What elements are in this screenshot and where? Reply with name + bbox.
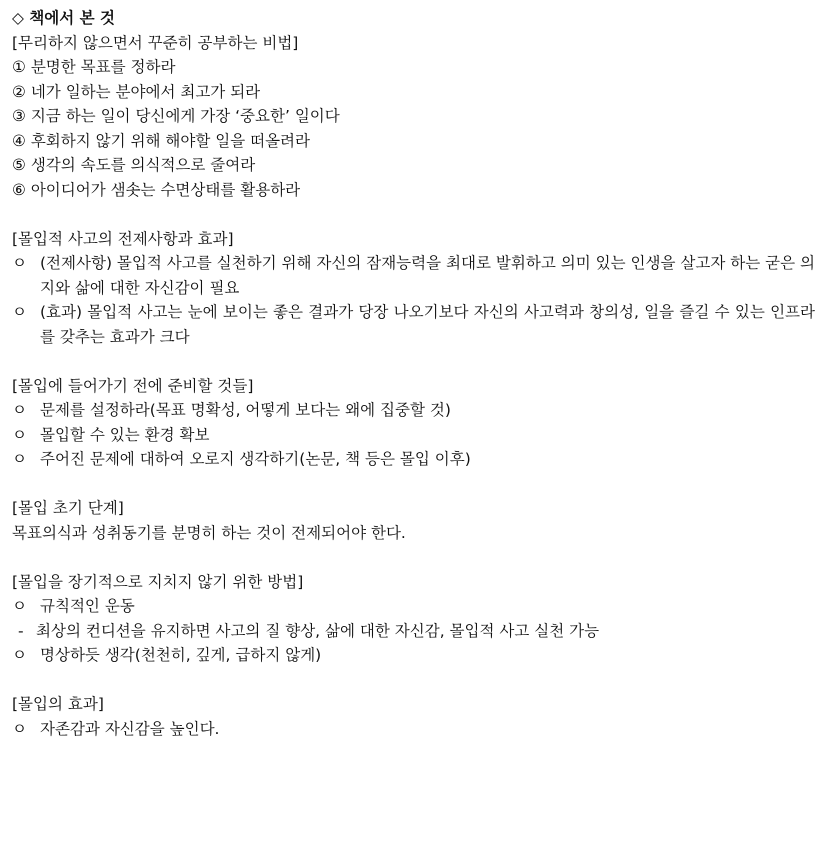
circle-bullet-icon: ㅇ: [12, 597, 27, 615]
section-heading: [몰입적 사고의 전제사항과 효과]: [12, 229, 234, 248]
dash-bullet-icon: -: [18, 621, 24, 640]
list-item: ⑥ 아이디어가 샘솟는 수면상태를 활용하라: [12, 180, 301, 199]
section-heading: [몰입 초기 단계]: [12, 499, 124, 517]
circle-bullet-icon: ㅇ: [12, 254, 27, 272]
document-title: ◇ 책에서 본 것: [12, 9, 115, 27]
circle-bullet-icon: ㅇ: [12, 450, 27, 468]
list-item: ⑤ 생각의 속도를 의식적으로 줄여라: [12, 156, 256, 174]
circle-bullet-icon: ㅇ: [12, 646, 27, 664]
list-item: ① 분명한 목표를 정하라: [12, 58, 176, 76]
circle-bullet-icon: ㅇ: [12, 719, 27, 738]
section-heading: [몰입에 들어가기 전에 준비할 것들]: [12, 376, 254, 395]
bullet-text: 몰입할 수 있는 환경 확보: [40, 425, 210, 444]
bullet-text: 명상하듯 생각(천천히, 깊게, 급하지 않게): [40, 646, 322, 664]
bullet-item: [12, 717, 827, 742]
circle-bullet-icon: ㅇ: [12, 401, 27, 419]
circle-bullet-icon: ㅇ: [12, 425, 27, 444]
bullet-item: [12, 398, 827, 423]
bullet-text: 문제를 설정하라(목표 명확성, 어떻게 보다는 왜에 집중할 것): [40, 401, 451, 419]
list-item: ④ 후회하지 않기 위해 해야할 일을 떠올려라: [12, 131, 310, 150]
bullet-item: [12, 594, 827, 619]
bullet-item: [12, 643, 827, 668]
section-heading: [몰입을 장기적으로 지치지 않기 위한 방법]: [12, 572, 304, 591]
bullet-item: [12, 423, 827, 448]
paragraph-text: 목표의식과 성취동기를 분명히 하는 것이 전제되어야 한다.: [12, 523, 406, 542]
list-item: ③ 지금 하는 일이 당신에게 가장 ‘중요한’ 일이다: [12, 107, 340, 125]
bullet-text: 규칙적인 운동: [40, 597, 135, 615]
bullet-item: [12, 300, 827, 349]
dash-text: 최상의 컨디션을 유지하면 사고의 질 향상, 삶에 대한 자신감, 몰입적 사고 실천 가능: [36, 621, 600, 640]
dash-item: [12, 619, 827, 644]
bullet-item: [12, 251, 827, 300]
circle-bullet-icon: ㅇ: [12, 303, 27, 321]
bullet-text: (전제사항) 몰입적 사고를 실천하기 위해 자신의 잠재능력을 최대로 발휘하고 의미 있는 인생을 살고자 하는 굳은 의지와 삶에 대한 자신감이 필요: [40, 254, 815, 297]
section-heading: [몰입의 효과]: [12, 695, 104, 713]
section-heading: [무리하지 않으면서 꾸준히 공부하는 비법]: [12, 33, 299, 52]
bullet-item: [12, 447, 827, 472]
bullet-text: (효과) 몰입적 사고는 눈에 보이는 좋은 결과가 당장 나오기보다 자신의 사고력과 창의성, 일을 즐길 수 있는 인프라를 갖추는 효과가 크다: [40, 303, 815, 346]
bullet-text: 주어진 문제에 대하여 오로지 생각하기(논문, 책 등은 몰입 이후): [40, 450, 471, 468]
list-item: ② 네가 일하는 분야에서 최고가 되라: [12, 82, 261, 101]
bullet-text: 자존감과 자신감을 높인다.: [40, 719, 220, 738]
